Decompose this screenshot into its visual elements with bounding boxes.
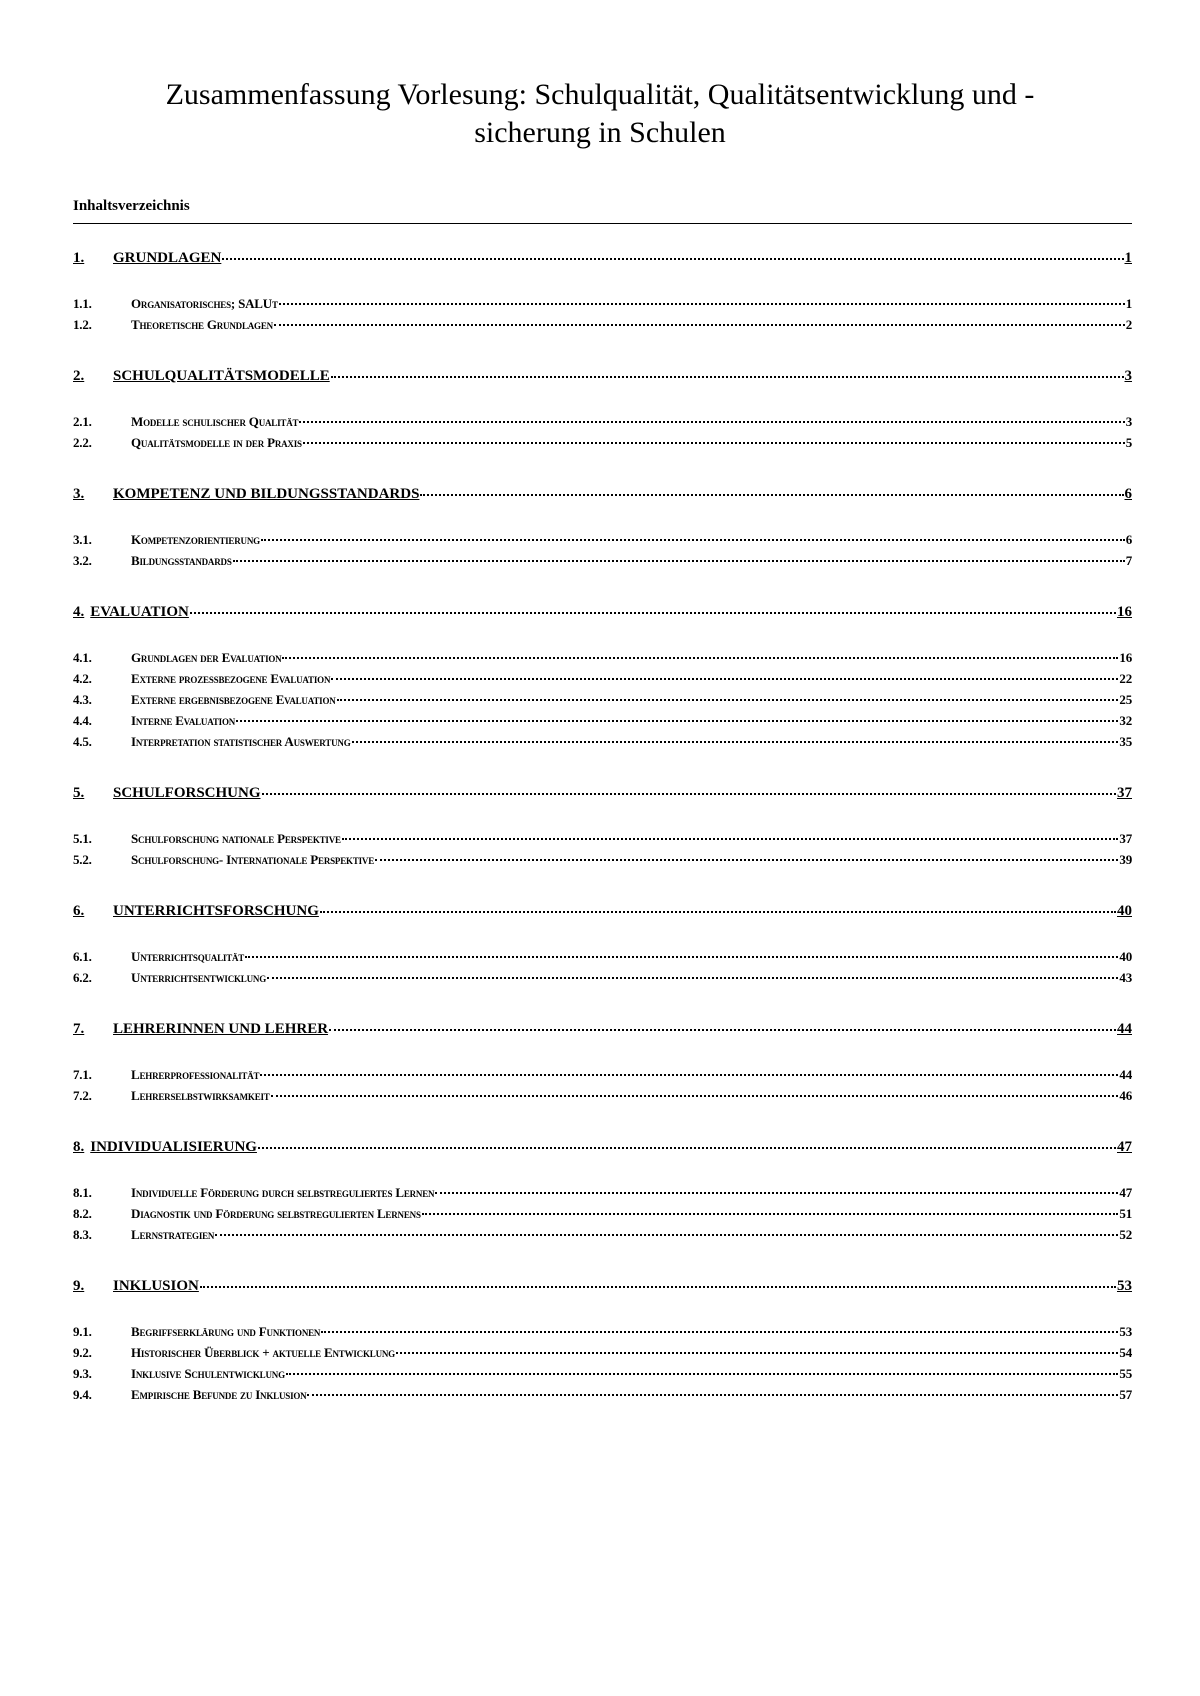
- toc-entry-label: INKLUSION: [113, 1278, 199, 1294]
- toc-entry-page-number: 51: [1119, 1206, 1132, 1221]
- toc-entry-page-number: 25: [1119, 692, 1132, 707]
- dot-leader: [286, 1372, 1119, 1375]
- toc-entry-label: Begriffserklärung und Funktionen: [131, 1324, 321, 1339]
- dot-leader: [321, 1330, 1118, 1333]
- toc-chapter-entry[interactable]: [73, 785, 1132, 807]
- toc-entry-page-number: 16: [1119, 650, 1132, 665]
- dot-leader: [303, 441, 1125, 444]
- dot-leader: [200, 1285, 1116, 1288]
- toc-entry-number: 8.3.: [73, 1227, 92, 1242]
- dot-leader: [299, 420, 1124, 423]
- toc-entry-label: INDIVIDUALISIERUNG: [90, 1139, 257, 1155]
- toc-entry-page-number: 1: [1125, 296, 1132, 311]
- dot-leader: [337, 698, 1119, 701]
- toc-section-entry[interactable]: [73, 1185, 1132, 1206]
- toc-entry-label: Kompetenzorientierung: [131, 532, 260, 547]
- toc-entry-number: 8.: [73, 1139, 85, 1155]
- toc-chapter: [73, 604, 1132, 755]
- toc-entry-label: Externe prozessbezogene Evaluation: [131, 671, 331, 686]
- dot-leader: [258, 1146, 1116, 1149]
- toc-entry-page-number: 52: [1119, 1227, 1132, 1242]
- toc-chapter: [73, 785, 1132, 873]
- toc-chapter: [73, 1278, 1132, 1408]
- dot-leader: [282, 656, 1118, 659]
- toc-entry-page-number: 54: [1119, 1345, 1132, 1360]
- toc-entry-number: 8.2.: [73, 1206, 92, 1221]
- toc-chapter-entry[interactable]: [73, 604, 1132, 626]
- toc-entry-page-number: 47: [1117, 1139, 1132, 1155]
- toc-entry-label: Schulforschung nationale Perspektive: [131, 831, 341, 846]
- dot-leader: [352, 740, 1119, 743]
- toc-entry-page-number: 37: [1119, 831, 1132, 846]
- toc-entry-number: 5.1.: [73, 831, 92, 846]
- toc-entry-number: 7.: [73, 1021, 85, 1037]
- toc-entry-page-number: 16: [1117, 604, 1132, 620]
- toc-entry-label: Unterrichtsentwicklung: [131, 970, 267, 985]
- toc-section-entry[interactable]: [73, 296, 1132, 317]
- toc-entry-page-number: 6: [1125, 532, 1132, 547]
- dot-leader: [190, 611, 1116, 614]
- document-title-line-1: Zusammenfassung Vorlesung: Schulqualität, Qualitätsentwicklung und -: [165, 78, 1035, 111]
- toc-chapter-entry[interactable]: [73, 486, 1132, 508]
- toc-entry-number: 2.2.: [73, 435, 92, 450]
- toc-entry-label: Interpretation statistischer Auswertung: [131, 734, 351, 749]
- toc-entry-number: 7.2.: [73, 1088, 92, 1103]
- toc-chapter: [73, 1139, 1132, 1248]
- toc-entry-label: Diagnostik und Förderung selbstregulierten Lernens: [131, 1206, 421, 1221]
- toc-entry-number: 3.: [73, 486, 85, 502]
- toc-entry-page-number: 40: [1119, 949, 1132, 964]
- toc-chapter: [73, 250, 1132, 338]
- toc-entry-label: Unterrichtsqualität: [131, 949, 245, 964]
- toc-entry-label: Lehrerselbstwirksamkeit: [131, 1088, 270, 1103]
- toc-entry-page-number: 39: [1119, 852, 1132, 867]
- dot-leader: [215, 1233, 1118, 1236]
- toc-section-entry[interactable]: [73, 713, 1132, 734]
- dot-leader: [331, 677, 1118, 680]
- toc-entry-label: GRUNDLAGEN: [113, 250, 222, 266]
- toc-entry-label: Qualitätsmodelle in der Praxis: [131, 435, 302, 450]
- toc-chapter-entry[interactable]: [73, 903, 1132, 925]
- toc-entry-number: 4.3.: [73, 692, 92, 707]
- toc-entry-page-number: 46: [1119, 1088, 1132, 1103]
- toc-section-entry[interactable]: [73, 831, 1132, 852]
- toc-entry-label: Lernstrategien: [131, 1227, 215, 1242]
- dot-leader: [331, 375, 1124, 378]
- toc-section-entry[interactable]: [73, 414, 1132, 435]
- toc-entry-number: 1.2.: [73, 317, 92, 332]
- toc-entry-label: UNTERRICHTSFORSCHUNG: [113, 903, 319, 919]
- toc-entry-label: Bildungsstandards: [131, 553, 232, 568]
- dot-leader: [261, 538, 1125, 541]
- toc-section-entry[interactable]: [73, 1366, 1132, 1387]
- toc-section-entry[interactable]: [73, 1324, 1132, 1345]
- toc-entry-label: SCHULFORSCHUNG: [113, 785, 261, 801]
- toc-entry-number: 4.1.: [73, 650, 92, 665]
- toc-entry-number: 6.1.: [73, 949, 92, 964]
- toc-entry-page-number: 47: [1119, 1185, 1132, 1200]
- toc-entry-page-number: 7: [1125, 553, 1132, 568]
- dot-leader: [279, 302, 1125, 305]
- toc-entry-page-number: 44: [1117, 1021, 1132, 1037]
- toc-section-entry[interactable]: [73, 1088, 1132, 1109]
- dot-leader: [329, 1028, 1116, 1031]
- toc-chapter-entry[interactable]: [73, 1139, 1132, 1161]
- dot-leader: [260, 1073, 1118, 1076]
- toc-section-entry[interactable]: [73, 317, 1132, 338]
- dot-leader: [435, 1191, 1118, 1194]
- toc-entry-number: 7.1.: [73, 1067, 92, 1082]
- toc-section-entry[interactable]: [73, 970, 1132, 991]
- toc-entry-page-number: 6: [1124, 486, 1132, 502]
- toc-entry-number: 9.1.: [73, 1324, 92, 1339]
- toc-entry-page-number: 37: [1117, 785, 1132, 801]
- toc-chapter-entry[interactable]: [73, 250, 1132, 272]
- toc-section-entry[interactable]: [73, 1345, 1132, 1366]
- toc-entry-page-number: 57: [1119, 1387, 1132, 1402]
- dot-leader: [320, 910, 1116, 913]
- toc-entry-number: 5.2.: [73, 852, 92, 867]
- toc-section-entry[interactable]: [73, 650, 1132, 671]
- toc-entry-label: Empirische Befunde zu Inklusion: [131, 1387, 307, 1402]
- toc-entry-number: 4.5.: [73, 734, 92, 749]
- dot-leader: [274, 323, 1125, 326]
- toc-entry-page-number: 32: [1119, 713, 1132, 728]
- dot-leader: [233, 559, 1125, 562]
- toc-entry-number: 4.: [73, 604, 85, 620]
- toc-entry-number: 4.2.: [73, 671, 92, 686]
- toc-entry-label: Interne Evaluation: [131, 713, 236, 728]
- dot-leader: [267, 976, 1118, 979]
- toc-entry-number: 9.3.: [73, 1366, 92, 1381]
- toc-entry-page-number: 53: [1117, 1278, 1132, 1294]
- toc-entry-label: Individuelle Förderung durch selbstreguliertes Lernen: [131, 1185, 435, 1200]
- toc-entry-label: LEHRERINNEN UND LEHRER: [113, 1021, 329, 1037]
- toc-entry-number: 1.: [73, 250, 85, 266]
- toc-entry-page-number: 43: [1119, 970, 1132, 985]
- dot-leader: [262, 792, 1116, 795]
- toc-entry-page-number: 2: [1125, 317, 1132, 332]
- toc-entry-label: Externe ergebnisbezogene Evaluation: [131, 692, 336, 707]
- dot-leader: [420, 493, 1123, 496]
- toc-entry-page-number: 1: [1124, 250, 1132, 266]
- toc-section-entry[interactable]: [73, 949, 1132, 970]
- toc-entry-page-number: 44: [1119, 1067, 1132, 1082]
- toc-entry-page-number: 3: [1125, 414, 1132, 429]
- toc-entry-number: 2.: [73, 368, 85, 384]
- toc-entry-number: 2.1.: [73, 414, 92, 429]
- toc-section-entry[interactable]: [73, 553, 1132, 574]
- toc-section-entry[interactable]: [73, 671, 1132, 692]
- toc-entry-label: Organisatorisches; SALUt: [131, 296, 278, 311]
- toc-entry-label: KOMPETENZ UND BILDUNGSSTANDARDS: [113, 486, 420, 502]
- toc-entry-number: 6.2.: [73, 970, 92, 985]
- dot-leader: [375, 858, 1118, 861]
- toc-entry-number: 9.2.: [73, 1345, 92, 1360]
- toc-chapter-entry[interactable]: [73, 368, 1132, 390]
- toc-section-entry[interactable]: [73, 1387, 1132, 1408]
- toc-entry-label: Theoretische Grundlagen: [131, 317, 273, 332]
- toc-entry-label: Schulforschung- Internationale Perspektive: [131, 852, 375, 867]
- toc-entry-page-number: 35: [1119, 734, 1132, 749]
- toc-section-entry[interactable]: [73, 692, 1132, 713]
- toc-entry-label: Inklusive Schulentwicklung: [131, 1366, 285, 1381]
- toc-entry-number: 8.1.: [73, 1185, 92, 1200]
- toc-chapter: [73, 903, 1132, 991]
- toc-entry-page-number: 3: [1124, 368, 1132, 384]
- toc-entry-number: 6.: [73, 903, 85, 919]
- dot-leader: [271, 1094, 1119, 1097]
- dot-leader: [342, 837, 1119, 840]
- toc-section-entry[interactable]: [73, 435, 1132, 456]
- dot-leader: [422, 1212, 1119, 1215]
- toc-section-entry[interactable]: [73, 1206, 1132, 1227]
- toc-chapter-entry[interactable]: [73, 1021, 1132, 1043]
- toc-chapter: [73, 368, 1132, 456]
- toc-entry-number: 9.4.: [73, 1387, 92, 1402]
- toc-entry-number: 5.: [73, 785, 85, 801]
- toc-entry-page-number: 40: [1117, 903, 1132, 919]
- toc-section-entry[interactable]: [73, 734, 1132, 755]
- dot-leader: [307, 1393, 1118, 1396]
- dot-leader: [236, 719, 1118, 722]
- document-title-line-2: sicherung in Schulen: [474, 116, 726, 149]
- toc-entry-label: SCHULQUALITÄTSMODELLE: [113, 368, 330, 384]
- toc-entry-number: 4.4.: [73, 713, 92, 728]
- toc-entry-page-number: 55: [1119, 1366, 1132, 1381]
- toc-section-entry[interactable]: [73, 1067, 1132, 1088]
- toc-entry-label: Historischer Überblick + aktuelle Entwicklung: [131, 1345, 395, 1360]
- toc-chapter-entry[interactable]: [73, 1278, 1132, 1300]
- dot-leader: [396, 1351, 1118, 1354]
- toc-heading: Inhaltsverzeichnis: [73, 198, 1132, 224]
- toc-entry-label: Modelle schulischer Qualität: [131, 414, 299, 429]
- table-of-contents: [73, 250, 1132, 1438]
- toc-entry-label: Grundlagen der Evaluation: [131, 650, 282, 665]
- dot-leader: [222, 257, 1123, 260]
- toc-entry-label: Lehrerprofessionalität: [131, 1067, 260, 1082]
- toc-entry-number: 9.: [73, 1278, 85, 1294]
- toc-entry-page-number: 5: [1125, 435, 1132, 450]
- toc-section-entry[interactable]: [73, 852, 1132, 873]
- dot-leader: [245, 955, 1118, 958]
- toc-entry-page-number: 22: [1119, 671, 1132, 686]
- toc-chapter: [73, 486, 1132, 574]
- toc-entry-number: 1.1.: [73, 296, 92, 311]
- toc-chapter: [73, 1021, 1132, 1109]
- document-title: [120, 76, 1080, 152]
- toc-entry-number: 3.2.: [73, 553, 92, 568]
- toc-section-entry[interactable]: [73, 1227, 1132, 1248]
- toc-section-entry[interactable]: [73, 532, 1132, 553]
- toc-entry-page-number: 53: [1119, 1324, 1132, 1339]
- toc-entry-label: EVALUATION: [90, 604, 189, 620]
- toc-entry-number: 3.1.: [73, 532, 92, 547]
